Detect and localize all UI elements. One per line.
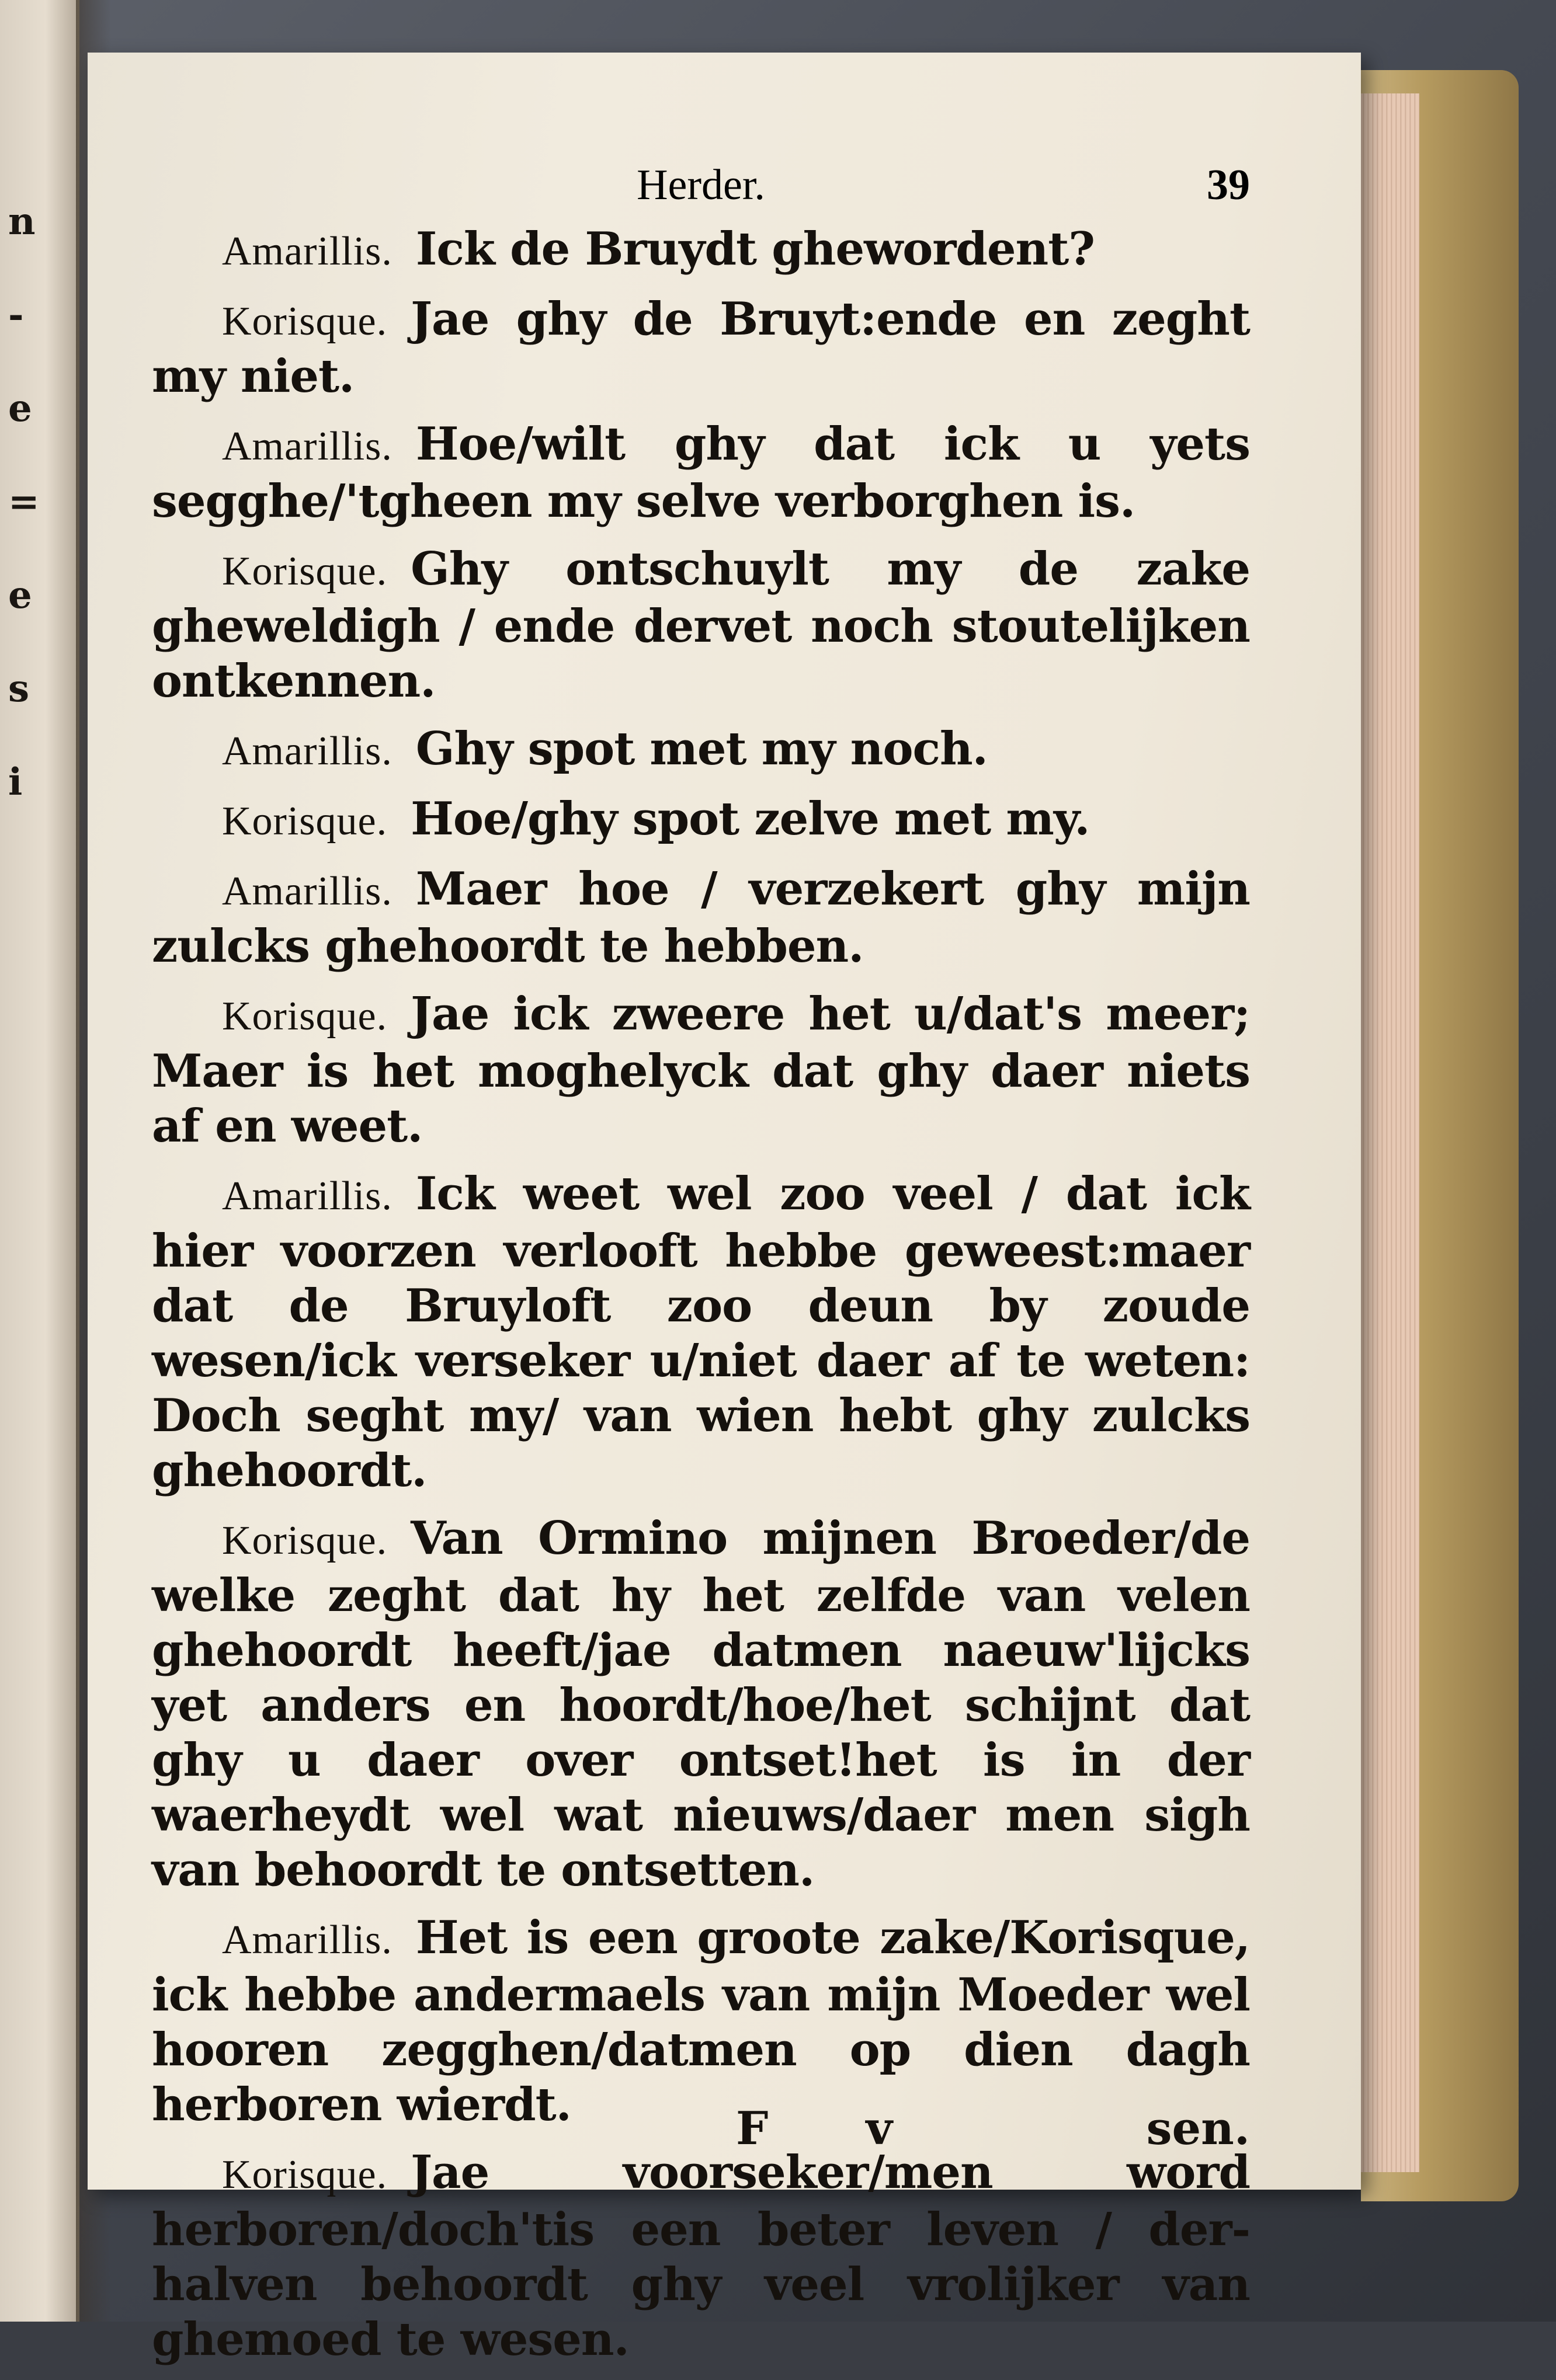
speaker-name: Amarillis.: [222, 1174, 393, 1219]
book-page: [88, 53, 1361, 2366]
speech-paragraph: [152, 722, 1250, 779]
speech-paragraph: [152, 1911, 1250, 2132]
speech-text: Hoe/ghy spot zelve met my.: [411, 792, 1090, 845]
speaker-name: Amarillis.: [222, 229, 393, 274]
speech-text: Jae voorseker/men word herboren/doch'tis een beter leven / der-halven behoordt ghy veel vrolijker van ghemoed te wesen.: [152, 2146, 1250, 2366]
speech-text: Ghy spot met my noch.: [415, 722, 988, 775]
speaker-name: Amarillis.: [222, 1918, 393, 1963]
speech-paragraph: [152, 1511, 1250, 1898]
catchword: sen.: [1146, 2102, 1250, 2155]
speaker-name: Amarillis.: [222, 729, 393, 774]
speech-text: Van Ormino mijnen Broeder/de welke zeght dat hy het zelfde van velen ghehoordt heeft/jae datmen naeuw'lijcks yet anders en hoordt/hoe/het schijnt dat ghy u daer over ontset!het is in der waerheydt wel wat nieuws/daer men sigh van behoordt te ontsetten.: [152, 1512, 1250, 1897]
prev-mark: e: [8, 573, 32, 617]
speech-paragraph: [152, 792, 1250, 849]
running-title: Herder.: [637, 161, 765, 209]
speech-text: Maer hoe / verzekert ghy mijn zulcks ghehoordt te hebben.: [152, 862, 1250, 973]
prev-mark: e: [8, 387, 32, 430]
signature-mark: F v: [736, 2102, 933, 2155]
speaker-name: Korisque.: [222, 994, 388, 1039]
prev-mark: =: [8, 480, 40, 524]
prev-mark: i: [8, 760, 23, 804]
speaker-name: Korisque.: [222, 2152, 388, 2197]
speech-paragraph: [152, 1167, 1250, 1498]
speech-text: Jae ghy de Bruyt:ende en zeght my niet.: [152, 293, 1250, 403]
speaker-name: Amarillis.: [222, 424, 393, 469]
speech-text: Jae ick zweere het u/dat's meer; Maer is het moghelyck dat ghy daer niets af en weet.: [152, 987, 1250, 1153]
speech-paragraph: [152, 222, 1250, 279]
speaker-name: Korisque.: [222, 799, 388, 844]
speech-text: Hoe/wilt ghy dat ick u yets segghe/'tgheen my selve verborghen is.: [152, 417, 1250, 528]
speaker-name: Amarillis.: [222, 869, 393, 914]
speaker-name: Korisque.: [222, 1518, 388, 1563]
speech-text: Ick de Bruydt ghewordent?: [415, 222, 1095, 276]
previous-page-marks: [8, 175, 40, 1285]
page-number: 39: [1207, 161, 1250, 209]
speech-paragraph: [152, 417, 1250, 529]
prev-mark: s: [8, 667, 30, 711]
speaker-name: Korisque.: [222, 299, 388, 344]
prev-mark: n: [8, 200, 36, 243]
prev-mark: -: [8, 293, 24, 337]
page-footer: [152, 2102, 1250, 2160]
previous-page-edge: [0, 0, 79, 2322]
speech-text: Ghy ontschuylt my de zake gheweldigh / ende dervet noch stoutelijken ontkennen.: [152, 542, 1250, 708]
running-head: [152, 161, 1250, 213]
speech-paragraph: [152, 2145, 1250, 2367]
speech-text: Ick weet wel zoo veel / dat ick hier voorzen verlooft hebbe geweest:maer dat de Bruyloft zoo deun by zoude wesen/ick verseker u/niet daer af te weten: Doch seght my/ van wien hebt ghy zulcks ghehoordt.: [152, 1167, 1250, 1497]
speech-paragraph: [152, 542, 1250, 709]
speech-text: Het is een groote zake/Korisque, ick hebbe andermaels van mijn Moeder wel hooren zegghen/datmen op dien dagh herboren wierdt.: [152, 1911, 1250, 2131]
speech-paragraph: [152, 862, 1250, 974]
speech-paragraph: [152, 292, 1250, 404]
speech-paragraph: [152, 987, 1250, 1154]
dialogue-text: [152, 222, 1250, 2380]
speaker-name: Korisque.: [222, 549, 388, 594]
